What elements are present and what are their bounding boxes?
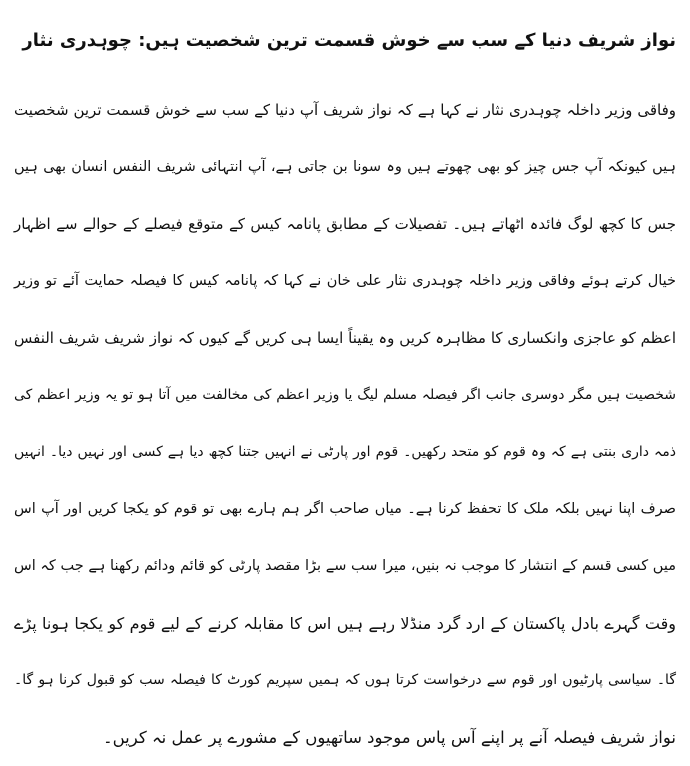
body-line: ذمہ داری بنتی ہے کہ وہ قوم کو متحد رکھیں۔ قوم اور پارٹی نے انہیں جتنا کچھ دیا ہے کسی اور نہیں دیا۔ انہیں (14, 444, 676, 460)
body-line-last: نواز شریف فیصلہ آنے پر اپنے آس پاس موجود ساتھیوں کے مشورے پر عمل نہ کریں۔ (102, 728, 676, 747)
body-line: اعظم کو عاجزی وانکساری کا مظاہرہ کریں وہ یقیناً ایسا ہی کریں گے کیوں کہ نواز شریف شریف النفس (14, 329, 676, 347)
body-line: شخصیت ہیں مگر دوسری جانب اگر فیصلہ مسلم لیگ یا وزیر اعظم کی مخالفت میں آتا ہو تو یہ وزیر اعظم کی (14, 387, 676, 403)
body-line: گا۔ سیاسی پارٹیوں اور قوم سے درخواست کرتا ہوں کہ ہمیں سپریم کورٹ کا فیصلہ سب کو قبول کرنا ہو گا۔ (14, 672, 676, 688)
body-line: جس کا کچھ لوگ فائدہ اٹھاتے ہیں۔ تفصیلات کے مطابق پانامہ کیس کے متوقع فیصلے کے حوالے سے اظہار (14, 215, 676, 233)
body-line: میں کسی قسم کے انتشار کا موجب نہ بنیں، میرا سب سے بڑا مقصد پارٹی کو قائم ودائم رکھنا ہے جب کہ اس (14, 558, 676, 574)
body-line: خیال کرتے ہوئے وفاقی وزیر داخلہ چوہدری نثار علی خان نے کہا کہ پانامہ کیس کا فیصلہ حمایت آئے تو وزیر (14, 273, 676, 289)
article-body (14, 82, 676, 766)
news-article (14, 24, 676, 766)
body-line: وفاقی وزیر داخلہ چوہدری نثار نے کہا ہے کہ نواز شریف آپ دنیا کے سب سے خوش قسمت ترین شخصیت (14, 101, 676, 119)
body-line: صرف اپنا نہیں بلکہ ملک کا تحفظ کرنا ہے۔ میاں صاحب اگر ہم ہارے بھی تو قوم کو یکجا کریں اور آپ اس (14, 501, 676, 517)
body-line: وقت گہرے بادل پاکستان کے ارد گرد منڈلا رہے ہیں اس کا مقابلہ کرنے کے لیے قوم کو یکجا ہونا پڑے (14, 614, 676, 633)
body-line: ہیں کیونکہ آپ جس چیز کو بھی چھوتے ہیں وہ سونا بن جاتی ہے، آپ انتہائی شریف النفس انسان بھی ہیں (14, 159, 676, 175)
article-headline: نواز شریف دنیا کے سب سے خوش قسمت ترین شخصیت ہیں: چوہدری نثار (22, 30, 676, 51)
